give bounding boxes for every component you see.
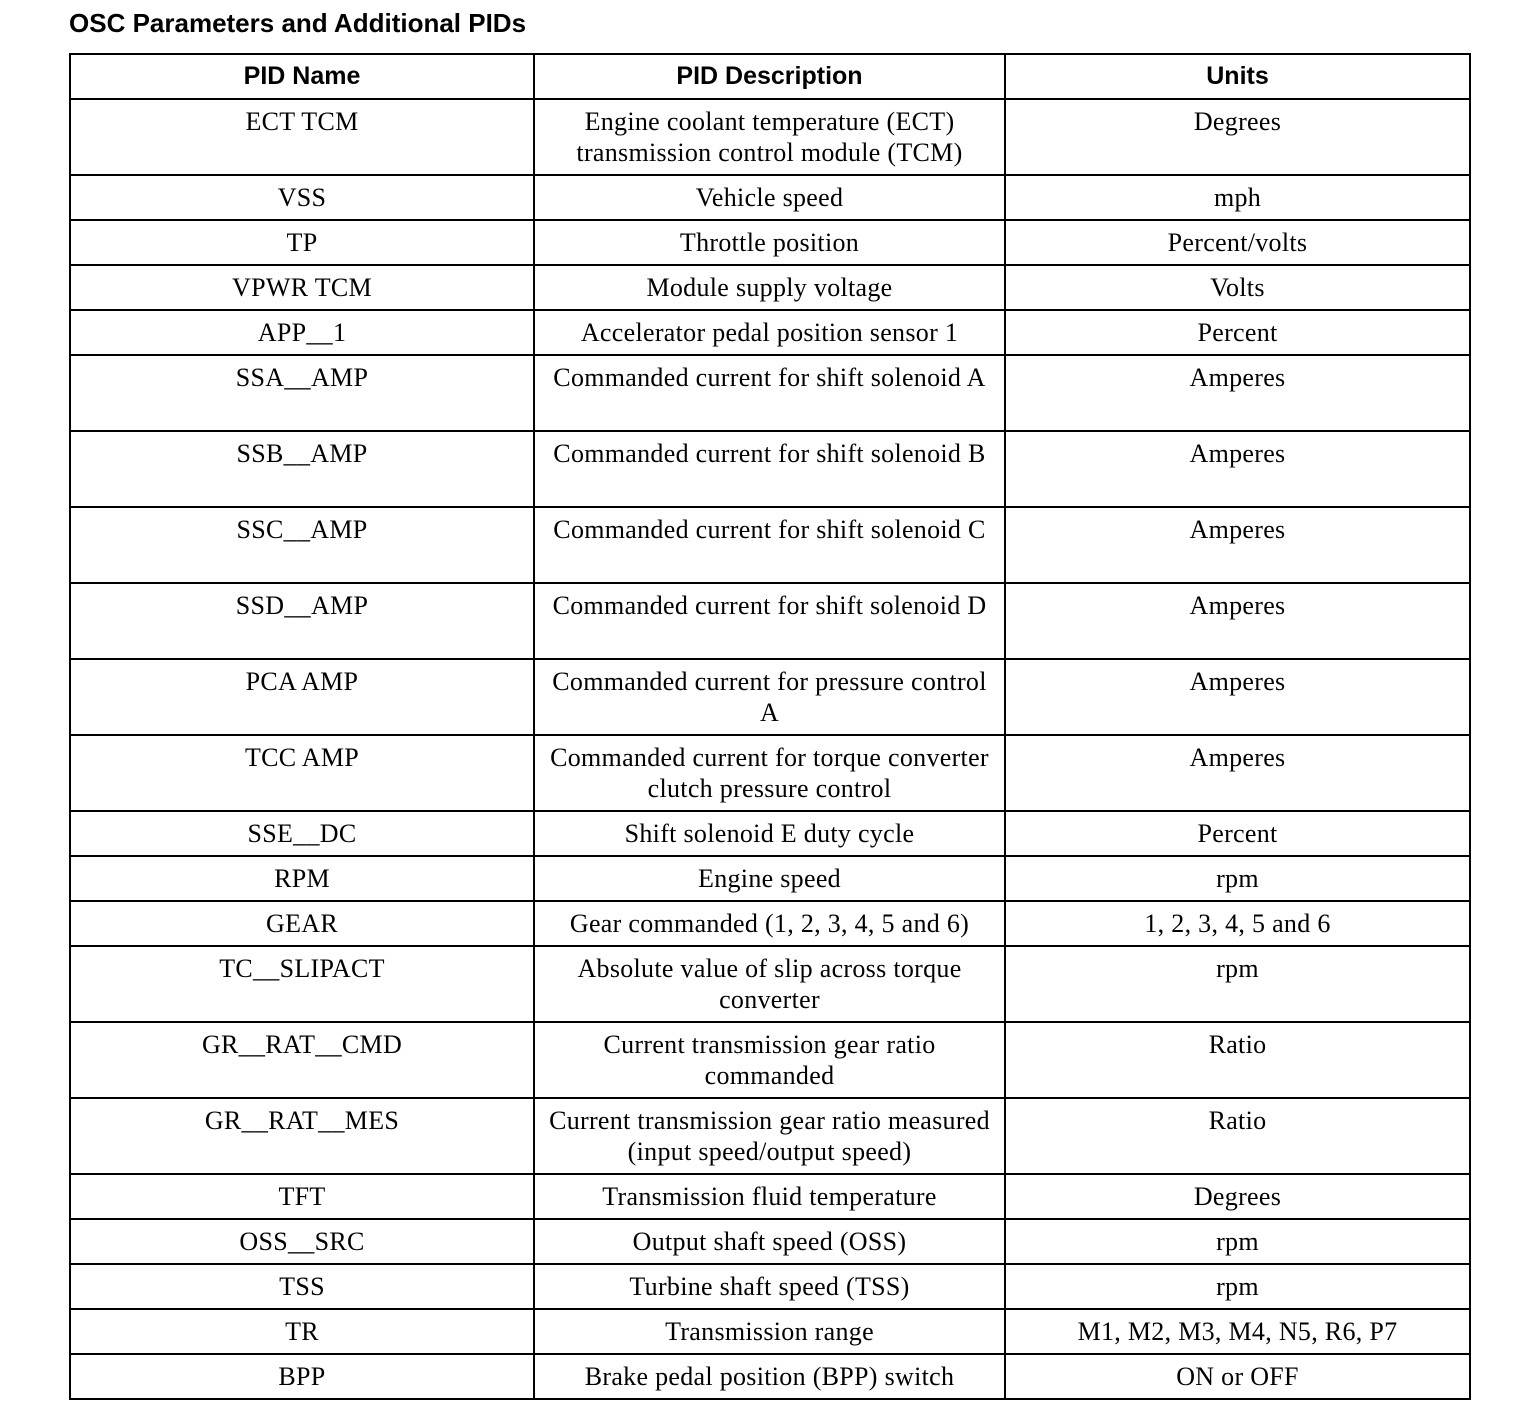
pid-units-cell: 1, 2, 3, 4, 5 and 6 <box>1005 901 1470 946</box>
pid-description-cell: Accelerator pedal position sensor 1 <box>534 310 1005 355</box>
table-row <box>70 431 1470 507</box>
table-row <box>70 659 1470 735</box>
pid-name-cell: SSE__DC <box>70 811 534 856</box>
pid-units-cell: Percent <box>1005 310 1470 355</box>
pid-description-cell: Output shaft speed (OSS) <box>534 1219 1005 1264</box>
table-row <box>70 220 1470 265</box>
pid-units-cell: M1, M2, M3, M4, N5, R6, P7 <box>1005 1309 1470 1354</box>
pid-name-cell: TR <box>70 1309 534 1354</box>
pid-description-cell: Transmission range <box>534 1309 1005 1354</box>
table-row <box>70 355 1470 431</box>
pid-units-cell: Percent <box>1005 811 1470 856</box>
pid-description-cell: Commanded current for shift solenoid B <box>534 431 1005 507</box>
pid-name-cell: ECT TCM <box>70 99 534 175</box>
pid-units-cell: Amperes <box>1005 355 1470 431</box>
pid-name-cell: TFT <box>70 1174 534 1219</box>
pid-units-cell: Degrees <box>1005 99 1470 175</box>
pid-units-cell: Amperes <box>1005 507 1470 583</box>
pid-description-cell: Commanded current for shift solenoid A <box>534 355 1005 431</box>
pid-name-cell: SSC__AMP <box>70 507 534 583</box>
table-row <box>70 946 1470 1022</box>
table-row <box>70 99 1470 175</box>
table-row <box>70 310 1470 355</box>
pid-name-cell: SSD__AMP <box>70 583 534 659</box>
pid-description-cell: Turbine shaft speed (TSS) <box>534 1264 1005 1309</box>
pid-name-cell: GR__RAT__MES <box>70 1098 534 1174</box>
pid-name-cell: SSA__AMP <box>70 355 534 431</box>
pid-units-cell: rpm <box>1005 946 1470 1022</box>
pid-description-cell: Vehicle speed <box>534 175 1005 220</box>
pid-description-cell: Commanded current for shift solenoid C <box>534 507 1005 583</box>
pid-description-cell: Engine coolant temperature (ECT) transmission control module (TCM) <box>534 99 1005 175</box>
table-row <box>70 1174 1470 1219</box>
table-row <box>70 583 1470 659</box>
pid-description-cell: Engine speed <box>534 856 1005 901</box>
pid-name-cell: TC__SLIPACT <box>70 946 534 1022</box>
pid-description-cell: Current transmission gear ratio measured (input speed/output speed) <box>534 1098 1005 1174</box>
pid-description-cell: Throttle position <box>534 220 1005 265</box>
pid-description-cell: Transmission fluid temperature <box>534 1174 1005 1219</box>
pid-name-cell: GEAR <box>70 901 534 946</box>
page-title: OSC Parameters and Additional PIDs <box>69 8 527 38</box>
table-row <box>70 735 1470 811</box>
pid-units-cell: ON or OFF <box>1005 1354 1470 1399</box>
pid-units-cell: Amperes <box>1005 659 1470 735</box>
pid-units-cell: Percent/volts <box>1005 220 1470 265</box>
pid-name-cell: APP__1 <box>70 310 534 355</box>
pid-units-cell: rpm <box>1005 1264 1470 1309</box>
pid-description-cell: Commanded current for torque converter clutch pressure control <box>534 735 1005 811</box>
table-row <box>70 1354 1470 1399</box>
table-row <box>70 265 1470 310</box>
pid-units-cell: rpm <box>1005 856 1470 901</box>
pid-description-cell: Commanded current for pressure control A <box>534 659 1005 735</box>
pid-description-cell: Current transmission gear ratio commanded <box>534 1022 1005 1098</box>
header-pid-description: PID Description <box>534 54 1005 99</box>
pid-name-cell: GR__RAT__CMD <box>70 1022 534 1098</box>
pid-description-cell: Brake pedal position (BPP) switch <box>534 1354 1005 1399</box>
pid-name-cell: BPP <box>70 1354 534 1399</box>
pid-units-cell: Amperes <box>1005 735 1470 811</box>
pid-units-cell: rpm <box>1005 1219 1470 1264</box>
pid-name-cell: OSS__SRC <box>70 1219 534 1264</box>
pid-units-cell: Degrees <box>1005 1174 1470 1219</box>
pid-description-cell: Gear commanded (1, 2, 3, 4, 5 and 6) <box>534 901 1005 946</box>
pid-name-cell: SSB__AMP <box>70 431 534 507</box>
header-units: Units <box>1005 54 1470 99</box>
pid-description-cell: Commanded current for shift solenoid D <box>534 583 1005 659</box>
pid-units-cell: Ratio <box>1005 1022 1470 1098</box>
pid-name-cell: TP <box>70 220 534 265</box>
pid-name-cell: VSS <box>70 175 534 220</box>
table-row <box>70 507 1470 583</box>
table-row <box>70 1309 1470 1354</box>
table-row <box>70 811 1470 856</box>
pid-name-cell: VPWR TCM <box>70 265 534 310</box>
table-row <box>70 901 1470 946</box>
table-row <box>70 856 1470 901</box>
table-row <box>70 1098 1470 1174</box>
pid-units-cell: Amperes <box>1005 583 1470 659</box>
table-row <box>70 175 1470 220</box>
header-pid-name: PID Name <box>70 54 534 99</box>
table-row <box>70 1219 1470 1264</box>
pid-units-cell: mph <box>1005 175 1470 220</box>
table-header-row <box>70 54 1470 99</box>
pid-description-cell: Absolute value of slip across torque converter <box>534 946 1005 1022</box>
pid-units-cell: Volts <box>1005 265 1470 310</box>
pid-name-cell: RPM <box>70 856 534 901</box>
pid-name-cell: TSS <box>70 1264 534 1309</box>
pid-table <box>69 53 1471 1400</box>
table-row <box>70 1022 1470 1098</box>
pid-name-cell: TCC AMP <box>70 735 534 811</box>
pid-description-cell: Shift solenoid E duty cycle <box>534 811 1005 856</box>
pid-units-cell: Amperes <box>1005 431 1470 507</box>
table-row <box>70 1264 1470 1309</box>
pid-units-cell: Ratio <box>1005 1098 1470 1174</box>
pid-name-cell: PCA AMP <box>70 659 534 735</box>
pid-description-cell: Module supply voltage <box>534 265 1005 310</box>
